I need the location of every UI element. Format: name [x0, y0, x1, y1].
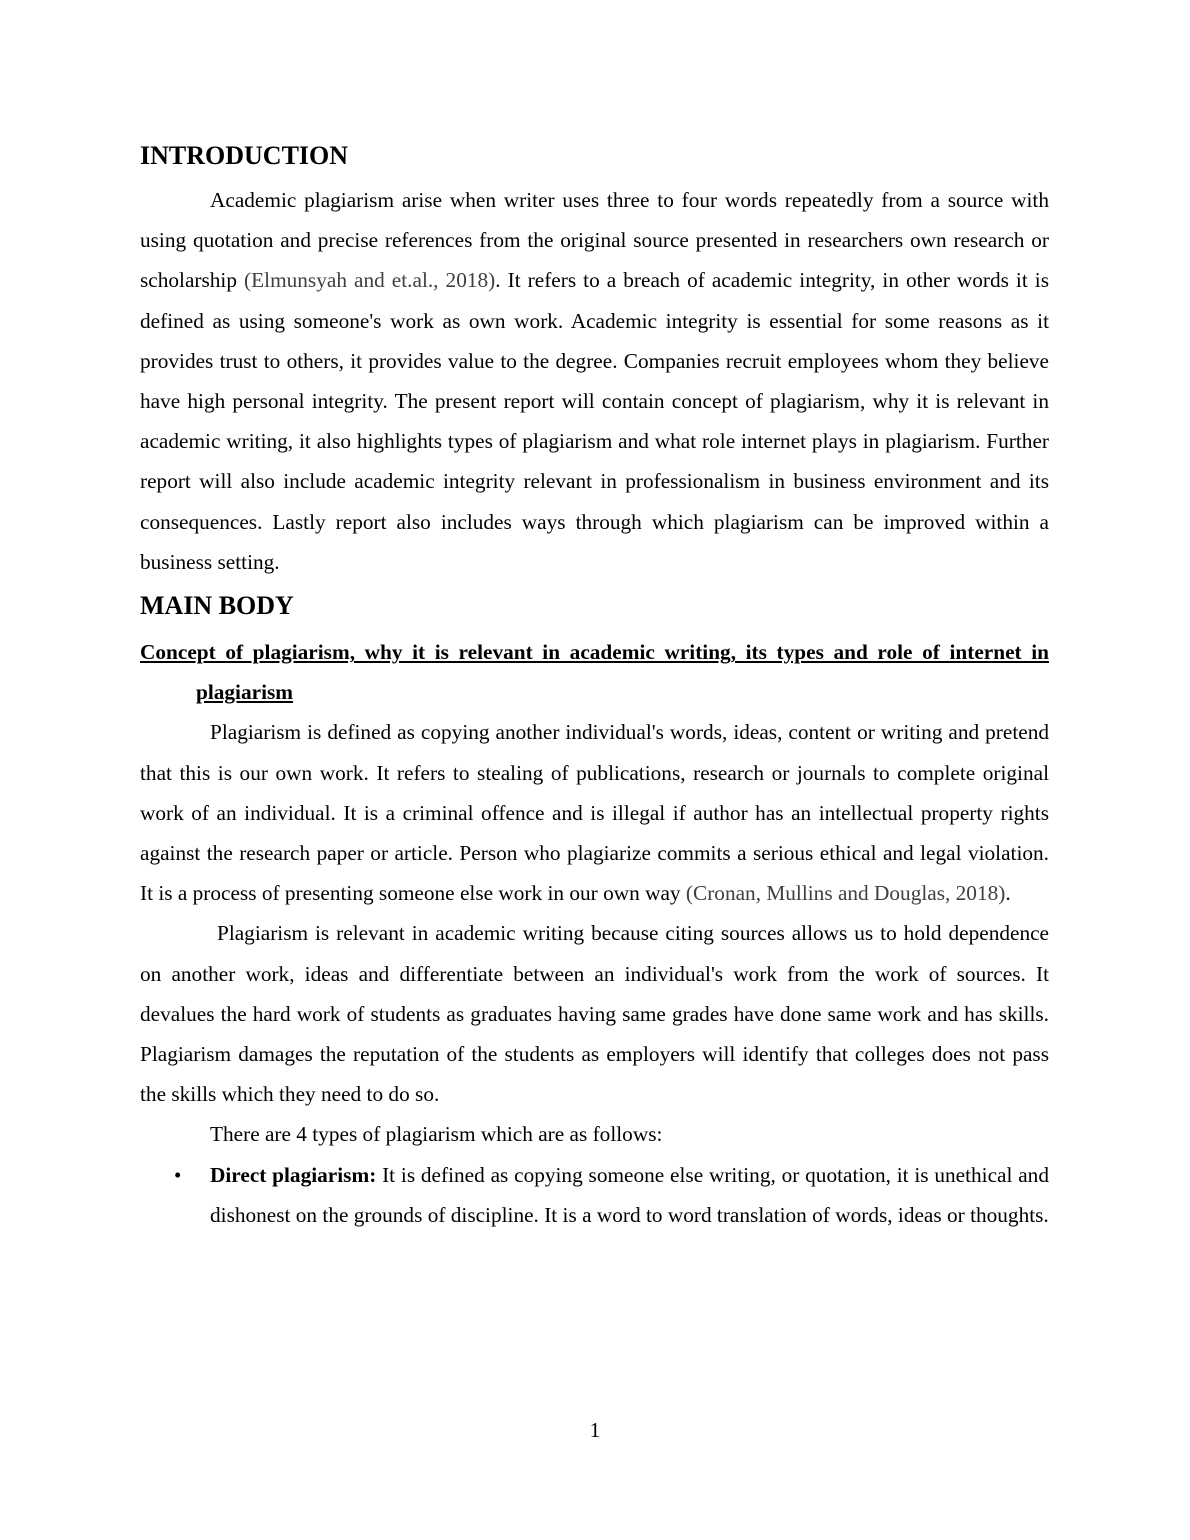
introduction-text: Academic plagiarism arise when writer uses three to four words repeatedly from a source with using quotation and precise references from the original source presented in researchers own research or scholarship — [140, 188, 1049, 293]
definition-text: Plagiarism is defined as copying another individual's words, ideas, content or writing and pretend that this is our own work. It refers to stealing of publications, research or journals to complete original work of an individual. It is a criminal offence and is illegal if author has an intellectual property rights against the research paper or article. Person who plagiarize commits a serious ethical and legal violation. It is a process of presenting someone else work in our own way — [140, 720, 1049, 906]
type-description: It is defined as copying someone else writing, or quotation, it is unethical and dishonest on the grounds of discipline. It is a word to word translation of words, ideas or thoughts. — [210, 1162, 1049, 1227]
plagiarism-types-list — [140, 1155, 1049, 1235]
definition-citation: (Cronan, Mullins and Douglas, 2018) — [685, 881, 1006, 906]
introduction-heading: INTRODUCTION — [140, 141, 349, 170]
introduction-paragraph — [140, 180, 1049, 582]
page-number: 1 — [589, 1418, 601, 1442]
types-intro-text: There are 4 types of plagiarism which are as follows: — [210, 1122, 663, 1147]
plagiarism-definition-paragraph — [140, 712, 1049, 913]
concept-subheading: Concept of plagiarism, why it is relevant in academic writing, its types and role of internet in plagiarism — [140, 640, 1049, 705]
document-page — [140, 138, 1055, 1235]
type-term: Direct plagiarism: — [210, 1162, 377, 1187]
introduction-citation: (Elmunsyah and et.al., 2018) — [244, 268, 496, 293]
bullet-icon: • — [174, 1162, 182, 1187]
list-item — [140, 1155, 1049, 1235]
relevance-paragraph: Plagiarism is relevant in academic writing because citing sources allows us to hold dependence on another work, ideas and differentiate between an individual's work from the work of sources. It devalues the hard work of students as graduates having same grades have done same work and has skills. Plagiarism damages the reputation of the students as employers will identify that colleges does not pass the skills which they need to do so. — [140, 921, 1055, 1107]
introduction-text-continued: . It refers to a breach of academic integrity, in other words it is defined as using someone's work as own work. Academic integrity is essential for some reasons as it provides trust to others, it provides value to the degree. Companies recruit employees whom they believe have high personal integrity. The present report will contain concept of plagiarism, why it is relevant in academic writing, it also highlights types of plagiarism and what role internet plays in plagiarism. Further report will also include academic integrity relevant in professionalism in business environment and its consequences. Lastly report also includes ways through which plagiarism can be improved within a business setting. — [140, 268, 1050, 574]
definition-text-end: . — [1005, 881, 1011, 906]
main-body-heading: MAIN BODY — [140, 591, 294, 621]
